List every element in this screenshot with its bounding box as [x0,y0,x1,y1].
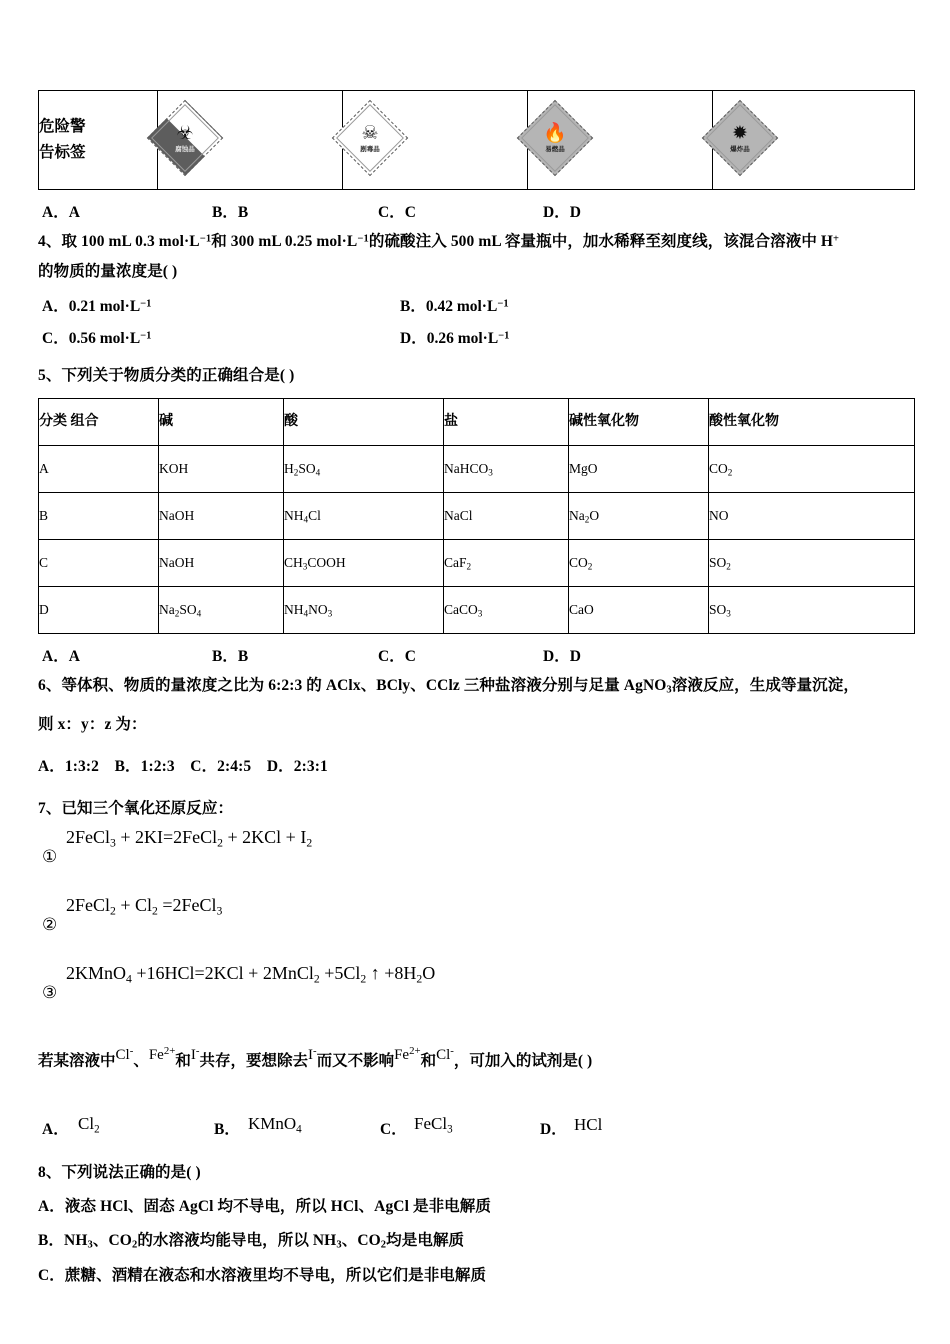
q4-options-row2 [38,326,914,358]
ion-iron2-2: $Fe^{2+}$ [394,1045,421,1063]
ion-line-p6: 和 [420,1052,437,1070]
flammable-hazard-icon [517,99,593,175]
table-row [39,446,915,493]
q3-option-b[interactable]: B．B [212,204,249,221]
header-acid-oxide: 酸性氧化物 [709,399,915,446]
q7-option-b-formula[interactable]: KMnO$_4$ [248,1113,302,1136]
flammable-caption: 易燃品 [545,144,565,152]
q7-option-a-label[interactable]: A． [42,1121,69,1139]
cell-base: $Na_2SO_4$ [159,587,284,634]
sign-glyph [714,112,766,164]
toxic-hazard-icon [332,99,408,175]
equation-text: 2FeCl$_3$ + 2KI=2FeCl$_2$ + $2KCl + I_2$ [66,827,313,850]
q3-options [38,200,914,230]
equation-marker: ② [42,915,58,936]
q4-option-d[interactable]: D．0.26 $mol\cdot L^{-1}$ [400,330,510,348]
equation-text: 2KMnO$_4$ +16HCl=2KCl + 2MnCl$_2$ $+5Cl_2$ ↑ $+8H_2O$ [66,963,436,986]
equation-marker: ③ [42,983,58,1004]
q6-options[interactable]: A．1:3:2 B．1:2:3 C．2:4:5 D．2:3:1 [38,758,328,776]
q7-stem: 7、已知三个氧化还原反应： [38,800,234,818]
q7-option-b-label[interactable]: B． [214,1121,240,1139]
ion-iodide-1: I- [190,1045,200,1063]
row-id: B [39,493,159,540]
ion-iron2-1: $Fe^{2+}$ [148,1045,176,1063]
q6-stem-line1: 6、等体积、物质的量浓度之比为 6:2:3 的 AClx、BCly、CClz 三种盐溶液分别与足量 AgNO$_3$溶液反应，生成等量沉淀， [38,677,859,696]
row-id: A [39,446,159,493]
explosive-hazard-icon [702,99,778,175]
ion-chloride-1: Cl- [115,1045,134,1063]
hazard-label-line1: 危险警 [39,117,86,135]
explosion-icon: ✹ [732,122,748,143]
cell-acid: $CH_3COOH$ [284,540,444,587]
hazard-cell-flammable [528,91,713,190]
q7-option-d-label[interactable]: D． [540,1121,567,1139]
cell-basic-oxide: CaO [569,587,709,634]
cell-salt: NaHCO$_3$ [444,446,569,493]
corrosive-caption: 腐蚀品 [175,144,195,152]
q7-options [38,1101,914,1147]
cell-acid-oxide: $SO_3$ [709,587,915,634]
cell-basic-oxide: $Na_2O$ [569,493,709,540]
header-acid: 酸 [284,399,444,446]
q7-option-a-formula[interactable]: $Cl_2$ [78,1113,100,1136]
header-base: 碱 [159,399,284,446]
row-id: D [39,587,159,634]
table-row [39,91,915,190]
classification-table [38,398,915,634]
q7-equation-3 [38,963,914,1013]
q7-equation-1 [38,827,914,877]
sign-glyph [159,112,211,164]
cell-salt: CaCO$_3$ [444,587,569,634]
q3-option-c[interactable]: C．C [378,204,416,221]
cell-base: NaOH [159,493,284,540]
cell-acid: $NH_4NO_3$ [284,587,444,634]
table-row [39,587,915,634]
hazard-warning-table [38,90,915,190]
q7-ion-condition-line [38,1045,914,1091]
skull-icon: ☠ [361,122,379,143]
q7-option-c-label[interactable]: C． [380,1121,407,1139]
cell-basic-oxide: MgO [569,446,709,493]
cell-salt: CaF$_2$ [444,540,569,587]
q8-stem: 8、下列说法正确的是( ) [38,1164,201,1182]
header-salt: 盐 [444,399,569,446]
ion-chloride-2: Cl- [436,1045,454,1063]
q4-option-c[interactable]: C．0.56 $mol\cdot L^{-1}$ [42,330,152,348]
header-category: 分类 组合 [39,399,159,446]
page-content [38,90,914,1288]
q4-options-row1 [38,294,914,326]
table-row [39,493,915,540]
ion-line-p1: 若某溶液中 [38,1052,116,1070]
hazard-cell-explosive [713,91,915,190]
q5-option-b[interactable]: B．B [212,648,249,666]
ion-line-p4: 共存，要想除去 [199,1052,308,1070]
equation-text: 2FeCl$_2$ + $Cl_2$ =2FeCl$_3$ [66,895,223,918]
flame-icon: 🔥 [543,122,567,143]
q8-option-c[interactable]: C．蔗糖、酒精在液态和水溶液里均不导电，所以它们是非电解质 [38,1267,487,1285]
q6-stem-line2: 则 x：y：z 为： [38,716,147,734]
q5-stem: 5、下列关于物质分类的正确组合是( ) [38,367,295,385]
q5-option-a[interactable]: A．A [42,648,80,666]
ion-line-p3: 和 [175,1052,191,1070]
cell-acid-oxide: $SO_2$ [709,540,915,587]
cell-base: KOH [159,446,284,493]
q5-options [38,644,914,674]
corrosive-hazard-icon [147,99,223,175]
sign-glyph [529,112,581,164]
table-header-row [39,399,915,446]
q4-stem-line1: 4、取 100 mL 0.3 $mol\cdot L^{-1}$和 300 mL 0.25 $mol\cdot L^{-1}$的硫酸注入 500 mL 容量瓶中，加水稀释至刻度线，该混合溶液中 H+ [38,233,840,250]
header-basic-oxide: 碱性氧化物 [569,399,709,446]
row-id: C [39,540,159,587]
cell-base: NaOH [159,540,284,587]
cell-acid: $H_2SO_4$ [284,446,444,493]
q5-option-d[interactable]: D．D [543,648,581,666]
cell-salt: NaCl [444,493,569,540]
hazard-cell-toxic [343,91,528,190]
q8-option-a[interactable]: A．液态 HCl、固态 AgCl 均不导电，所以 HCl、AgCl 是非电解质 [38,1198,491,1216]
explosive-caption: 爆炸品 [730,144,750,152]
table-row [39,540,915,587]
q4-option-b[interactable]: B．0.42 $mol\cdot L^{-1}$ [400,298,509,316]
hazard-row-label [39,91,158,190]
ion-iodide-2: I- [307,1045,317,1063]
ion-line-p2: 、 [133,1052,149,1070]
cell-acid: $NH_4Cl$ [284,493,444,540]
ion-line-p5: 而又不影响 [316,1052,395,1070]
cell-acid-oxide: $CO_2$ [709,446,915,493]
q5-option-c[interactable]: C．C [378,648,416,666]
q8-option-b[interactable]: B．$NH_3$、$CO_2$的水溶液均能导电，所以 $NH_3$、$CO_2$均是电解质 [38,1232,465,1251]
q4-stem-line2: 的物质的量浓度是( ) [38,263,178,281]
toxic-caption: 剧毒品 [360,144,380,152]
corrosive-pictogram: ☣ [176,122,194,143]
cell-acid-oxide: NO [709,493,915,540]
q7-option-c-formula[interactable]: FeCl$_3$ [414,1113,453,1136]
equation-marker: ① [42,847,58,868]
q4-option-a[interactable]: A．0.21 $mol\cdot L^{-1}$ [42,298,152,316]
sign-glyph [344,112,396,164]
q3-option-d[interactable]: D．D [543,204,581,221]
cell-basic-oxide: $CO_2$ [569,540,709,587]
ion-line-p7: ，可加入的试剂是( ) [453,1052,593,1070]
q7-equation-2 [38,895,914,945]
hazard-label-line2: 告标签 [39,144,86,161]
hazard-cell-corrosive [158,91,343,190]
q7-option-d-formula[interactable]: HCl [574,1115,603,1135]
q3-option-a[interactable]: A．A [42,204,80,221]
